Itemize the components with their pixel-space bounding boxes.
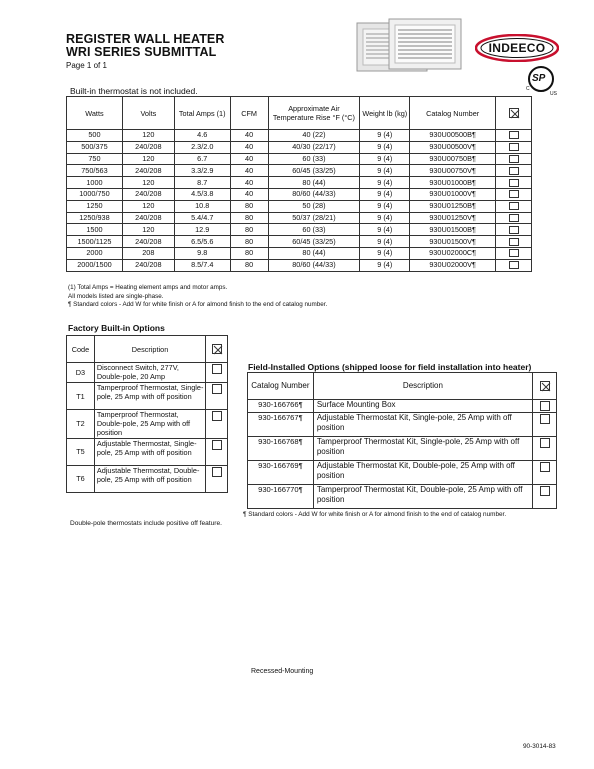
table-cell: 9.8 [174, 247, 230, 259]
select-checkbox[interactable] [509, 167, 519, 175]
table-cell: 9 (4) [360, 141, 410, 153]
table-cell: 120 [122, 130, 174, 142]
table-cell: 40 [230, 153, 268, 165]
ratings-header-row [67, 97, 532, 130]
table-cell: 4.6 [174, 130, 230, 142]
select-cell [533, 460, 557, 484]
table-row [248, 412, 557, 436]
table-cell: 60 (33) [268, 224, 360, 236]
select-cell [496, 130, 532, 142]
select-checkbox[interactable] [540, 462, 550, 472]
x-checkbox-icon [540, 381, 550, 391]
option-description: Surface Mounting Box [313, 400, 532, 413]
option-code: D3 [67, 363, 95, 383]
select-checkbox[interactable] [509, 214, 519, 222]
table-row [67, 259, 532, 271]
field-options-table [247, 372, 557, 509]
table-cell: 80 (44) [268, 247, 360, 259]
brand-name: INDEECO [488, 41, 546, 55]
select-cell [206, 363, 228, 383]
select-checkbox[interactable] [540, 486, 550, 496]
footnote-single-phase: All models listed are single-phase. [68, 292, 164, 300]
select-checkbox[interactable] [540, 401, 550, 411]
option-description: Adjustable Thermostat Kit, Single-pole, 25 Amp with off position [313, 412, 532, 436]
table-cell: 6.7 [174, 153, 230, 165]
option-catalog-number: 930-166766¶ [248, 400, 314, 413]
table-cell: 120 [122, 224, 174, 236]
table-cell: 240/208 [122, 141, 174, 153]
select-column-header [533, 373, 557, 400]
select-cell [496, 153, 532, 165]
table-cell: 9 (4) [360, 259, 410, 271]
col-header-description: Description [94, 336, 205, 363]
select-cell [496, 236, 532, 248]
cert-mark-text: SP [532, 73, 546, 84]
table-cell: 1250 [67, 200, 123, 212]
table-row [67, 200, 532, 212]
table-row [67, 188, 532, 200]
table-cell: 500/375 [67, 141, 123, 153]
table-cell: 930U02000C¶ [410, 247, 496, 259]
table-row [248, 484, 557, 508]
table-cell: 50/37 (28/21) [268, 212, 360, 224]
select-cell [496, 165, 532, 177]
select-checkbox[interactable] [212, 384, 222, 394]
factory-header-row [67, 336, 228, 363]
footnote-total-amps: (1) Total Amps = Heating element amps and motor amps. [68, 284, 228, 291]
select-checkbox[interactable] [540, 414, 550, 424]
table-cell: 1000/750 [67, 188, 123, 200]
select-cell [496, 141, 532, 153]
table-row [67, 153, 532, 165]
table-row [67, 224, 532, 236]
table-cell: 10.8 [174, 200, 230, 212]
table-cell: 930U02000V¶ [410, 259, 496, 271]
select-cell [533, 484, 557, 508]
table-cell: 8.7 [174, 177, 230, 189]
table-cell: 2.3/2.0 [174, 141, 230, 153]
table-row [67, 212, 532, 224]
select-column-header [496, 97, 532, 130]
select-cell [533, 400, 557, 413]
table-cell: 9 (4) [360, 130, 410, 142]
option-description: Tamperproof Thermostat Kit, Double-pole, 25 Amp with off position [313, 484, 532, 508]
table-cell: 40 [230, 177, 268, 189]
table-cell: 240/208 [122, 259, 174, 271]
table-cell: 930U01500V¶ [410, 236, 496, 248]
field-header-row [248, 373, 557, 400]
col-header-total-amps: Total Amps (1) [174, 97, 230, 130]
x-checkbox-icon [509, 108, 519, 118]
table-cell: 9 (4) [360, 224, 410, 236]
select-cell [496, 177, 532, 189]
table-cell: 40 (22) [268, 130, 360, 142]
table-cell: 80 [230, 200, 268, 212]
option-catalog-number: 930-166770¶ [248, 484, 314, 508]
document-title-line1: REGISTER WALL HEATER [66, 32, 225, 46]
table-cell: 40 [230, 141, 268, 153]
csa-certification-mark [526, 64, 558, 98]
table-cell: 930U00750V¶ [410, 165, 496, 177]
table-cell: 930U01250V¶ [410, 212, 496, 224]
select-checkbox[interactable] [509, 226, 519, 234]
col-header-weight: Weight lb (kg) [360, 97, 410, 130]
table-cell: 750 [67, 153, 123, 165]
select-cell [206, 410, 228, 439]
indeeco-logo [475, 34, 559, 62]
table-cell: 40 [230, 165, 268, 177]
option-description: Adjustable Thermostat Kit, Double-pole, 25 Amp with off position [313, 460, 532, 484]
col-header-watts: Watts [67, 97, 123, 130]
select-cell [496, 200, 532, 212]
select-cell [496, 212, 532, 224]
table-cell: 930U00750B¶ [410, 153, 496, 165]
table-cell: 120 [122, 153, 174, 165]
option-code: T2 [67, 410, 95, 439]
table-cell: 60/45 (33/25) [268, 165, 360, 177]
select-cell [496, 259, 532, 271]
table-cell: 80/60 (44/33) [268, 188, 360, 200]
table-cell: 9 (4) [360, 212, 410, 224]
page-number: Page 1 of 1 [66, 61, 107, 70]
table-cell: 12.9 [174, 224, 230, 236]
col-header-catalog-number: Catalog Number [248, 373, 314, 400]
table-cell: 240/208 [122, 165, 174, 177]
factory-options-title: Factory Built-in Options [68, 323, 165, 333]
table-cell: 208 [122, 247, 174, 259]
table-cell: 80 (44) [268, 177, 360, 189]
table-cell: 1250/938 [67, 212, 123, 224]
table-row [67, 465, 228, 492]
select-checkbox[interactable] [540, 438, 550, 448]
select-checkbox[interactable] [509, 238, 519, 246]
x-checkbox-icon [212, 344, 222, 354]
select-checkbox[interactable] [509, 190, 519, 198]
select-checkbox[interactable] [509, 131, 519, 139]
col-header-cfm: CFM [230, 97, 268, 130]
table-cell: 80 [230, 247, 268, 259]
option-code: T5 [67, 438, 95, 465]
table-row [248, 400, 557, 413]
footnote-standard-colors: ¶ Standard colors - Add W for white finish or A for almond finish to the end of catalog number. [68, 301, 328, 308]
select-cell [206, 383, 228, 410]
option-catalog-number: 930-166768¶ [248, 436, 314, 460]
table-cell: 80 [230, 236, 268, 248]
table-cell: 3.3/2.9 [174, 165, 230, 177]
cert-c-text: C [526, 86, 530, 92]
select-checkbox[interactable] [509, 249, 519, 257]
factory-options-table [66, 335, 228, 493]
table-cell: 1500 [67, 224, 123, 236]
select-cell [496, 188, 532, 200]
table-cell: 930U01500B¶ [410, 224, 496, 236]
table-cell: 9 (4) [360, 200, 410, 212]
table-row [248, 436, 557, 460]
select-checkbox[interactable] [212, 411, 222, 421]
option-description: Adjustable Thermostat, Double-pole, 25 Amp with off position [94, 465, 205, 492]
field-options-note: ¶ Standard colors - Add W for white finish or A for almond finish to the end of catalog number. [243, 511, 507, 518]
table-cell: 60/45 (33/25) [268, 236, 360, 248]
table-row [67, 177, 532, 189]
select-checkbox[interactable] [509, 202, 519, 210]
document-title-line2: WRI SERIES SUBMITTAL [66, 45, 217, 59]
table-cell: 120 [122, 200, 174, 212]
select-cell [496, 224, 532, 236]
cert-us-text: US [550, 91, 557, 97]
heater-product-image [355, 17, 463, 77]
option-catalog-number: 930-166767¶ [248, 412, 314, 436]
table-cell: 9 (4) [360, 247, 410, 259]
col-header-volts: Volts [122, 97, 174, 130]
select-cell [206, 465, 228, 492]
table-cell: 930U01250B¶ [410, 200, 496, 212]
select-cell [533, 436, 557, 460]
table-cell: 40 [230, 188, 268, 200]
select-checkbox[interactable] [509, 179, 519, 187]
option-code: T1 [67, 383, 95, 410]
table-cell: 9 (4) [360, 188, 410, 200]
table-cell: 930U00500V¶ [410, 141, 496, 153]
select-checkbox[interactable] [509, 261, 519, 269]
table-cell: 40/30 (22/17) [268, 141, 360, 153]
select-column-header [206, 336, 228, 363]
select-cell [496, 247, 532, 259]
figure-label: Recessed-Mounting [251, 668, 314, 675]
col-header-description: Description [313, 373, 532, 400]
option-description: Tamperproof Thermostat Kit, Single-pole, 25 Amp with off position [313, 436, 532, 460]
factory-options-note: Double-pole thermostats include positive off feature. [70, 520, 222, 527]
option-description: Disconnect Switch, 277V, Double-pole, 20 Amp [94, 363, 205, 383]
select-cell [206, 438, 228, 465]
col-header-catalog-number: Catalog Number [410, 97, 496, 130]
table-cell: 6.5/5.6 [174, 236, 230, 248]
table-cell: 240/208 [122, 236, 174, 248]
ratings-table [66, 96, 532, 272]
table-row [67, 363, 228, 383]
table-row [67, 130, 532, 142]
table-row [67, 247, 532, 259]
table-cell: 9 (4) [360, 153, 410, 165]
select-checkbox[interactable] [509, 143, 519, 151]
select-checkbox[interactable] [212, 364, 222, 374]
table-cell: 80 [230, 259, 268, 271]
table-cell: 40 [230, 130, 268, 142]
table-row [67, 383, 228, 410]
table-cell: 80 [230, 212, 268, 224]
table-cell: 5.4/4.7 [174, 212, 230, 224]
select-checkbox[interactable] [212, 440, 222, 450]
option-catalog-number: 930-166769¶ [248, 460, 314, 484]
table-cell: 9 (4) [360, 165, 410, 177]
table-cell: 240/208 [122, 212, 174, 224]
select-checkbox[interactable] [212, 467, 222, 477]
table-cell: 1000 [67, 177, 123, 189]
table-row [248, 460, 557, 484]
table-cell: 500 [67, 130, 123, 142]
table-cell: 750/563 [67, 165, 123, 177]
table-cell: 930U01000V¶ [410, 188, 496, 200]
option-code: T6 [67, 465, 95, 492]
table-row [67, 141, 532, 153]
table-cell: 50 (28) [268, 200, 360, 212]
table-cell: 8.5/7.4 [174, 259, 230, 271]
table-cell: 1500/1125 [67, 236, 123, 248]
table-cell: 80/60 (44/33) [268, 259, 360, 271]
option-description: Tamperproof Thermostat, Double-pole, 25 Amp with off position [94, 410, 205, 439]
col-header-temperature-rise: Approximate Air Temperature Rise °F (°C) [268, 97, 360, 130]
select-checkbox[interactable] [509, 155, 519, 163]
table-cell: 9 (4) [360, 236, 410, 248]
table-cell: 9 (4) [360, 177, 410, 189]
table-cell: 80 [230, 224, 268, 236]
option-description: Adjustable Thermostat, Single-pole, 25 Amp with off position [94, 438, 205, 465]
table-cell: 2000/1500 [67, 259, 123, 271]
document-number: 90-3014-83 [523, 743, 556, 750]
table-row [67, 165, 532, 177]
thermostat-note: Built-in thermostat is not included. [70, 86, 198, 96]
table-row [67, 236, 532, 248]
table-cell: 240/208 [122, 188, 174, 200]
table-cell: 4.5/3.8 [174, 188, 230, 200]
field-options-title: Field-Installed Options (shipped loose for field installation into heater) [248, 362, 532, 372]
table-cell: 2000 [67, 247, 123, 259]
table-row [67, 438, 228, 465]
col-header-code: Code [67, 336, 95, 363]
table-row [67, 410, 228, 439]
table-cell: 930U00500B¶ [410, 130, 496, 142]
table-cell: 120 [122, 177, 174, 189]
select-cell [533, 412, 557, 436]
table-cell: 930U01000B¶ [410, 177, 496, 189]
option-description: Tamperproof Thermostat, Single-pole, 25 Amp with off position [94, 383, 205, 410]
table-cell: 60 (33) [268, 153, 360, 165]
